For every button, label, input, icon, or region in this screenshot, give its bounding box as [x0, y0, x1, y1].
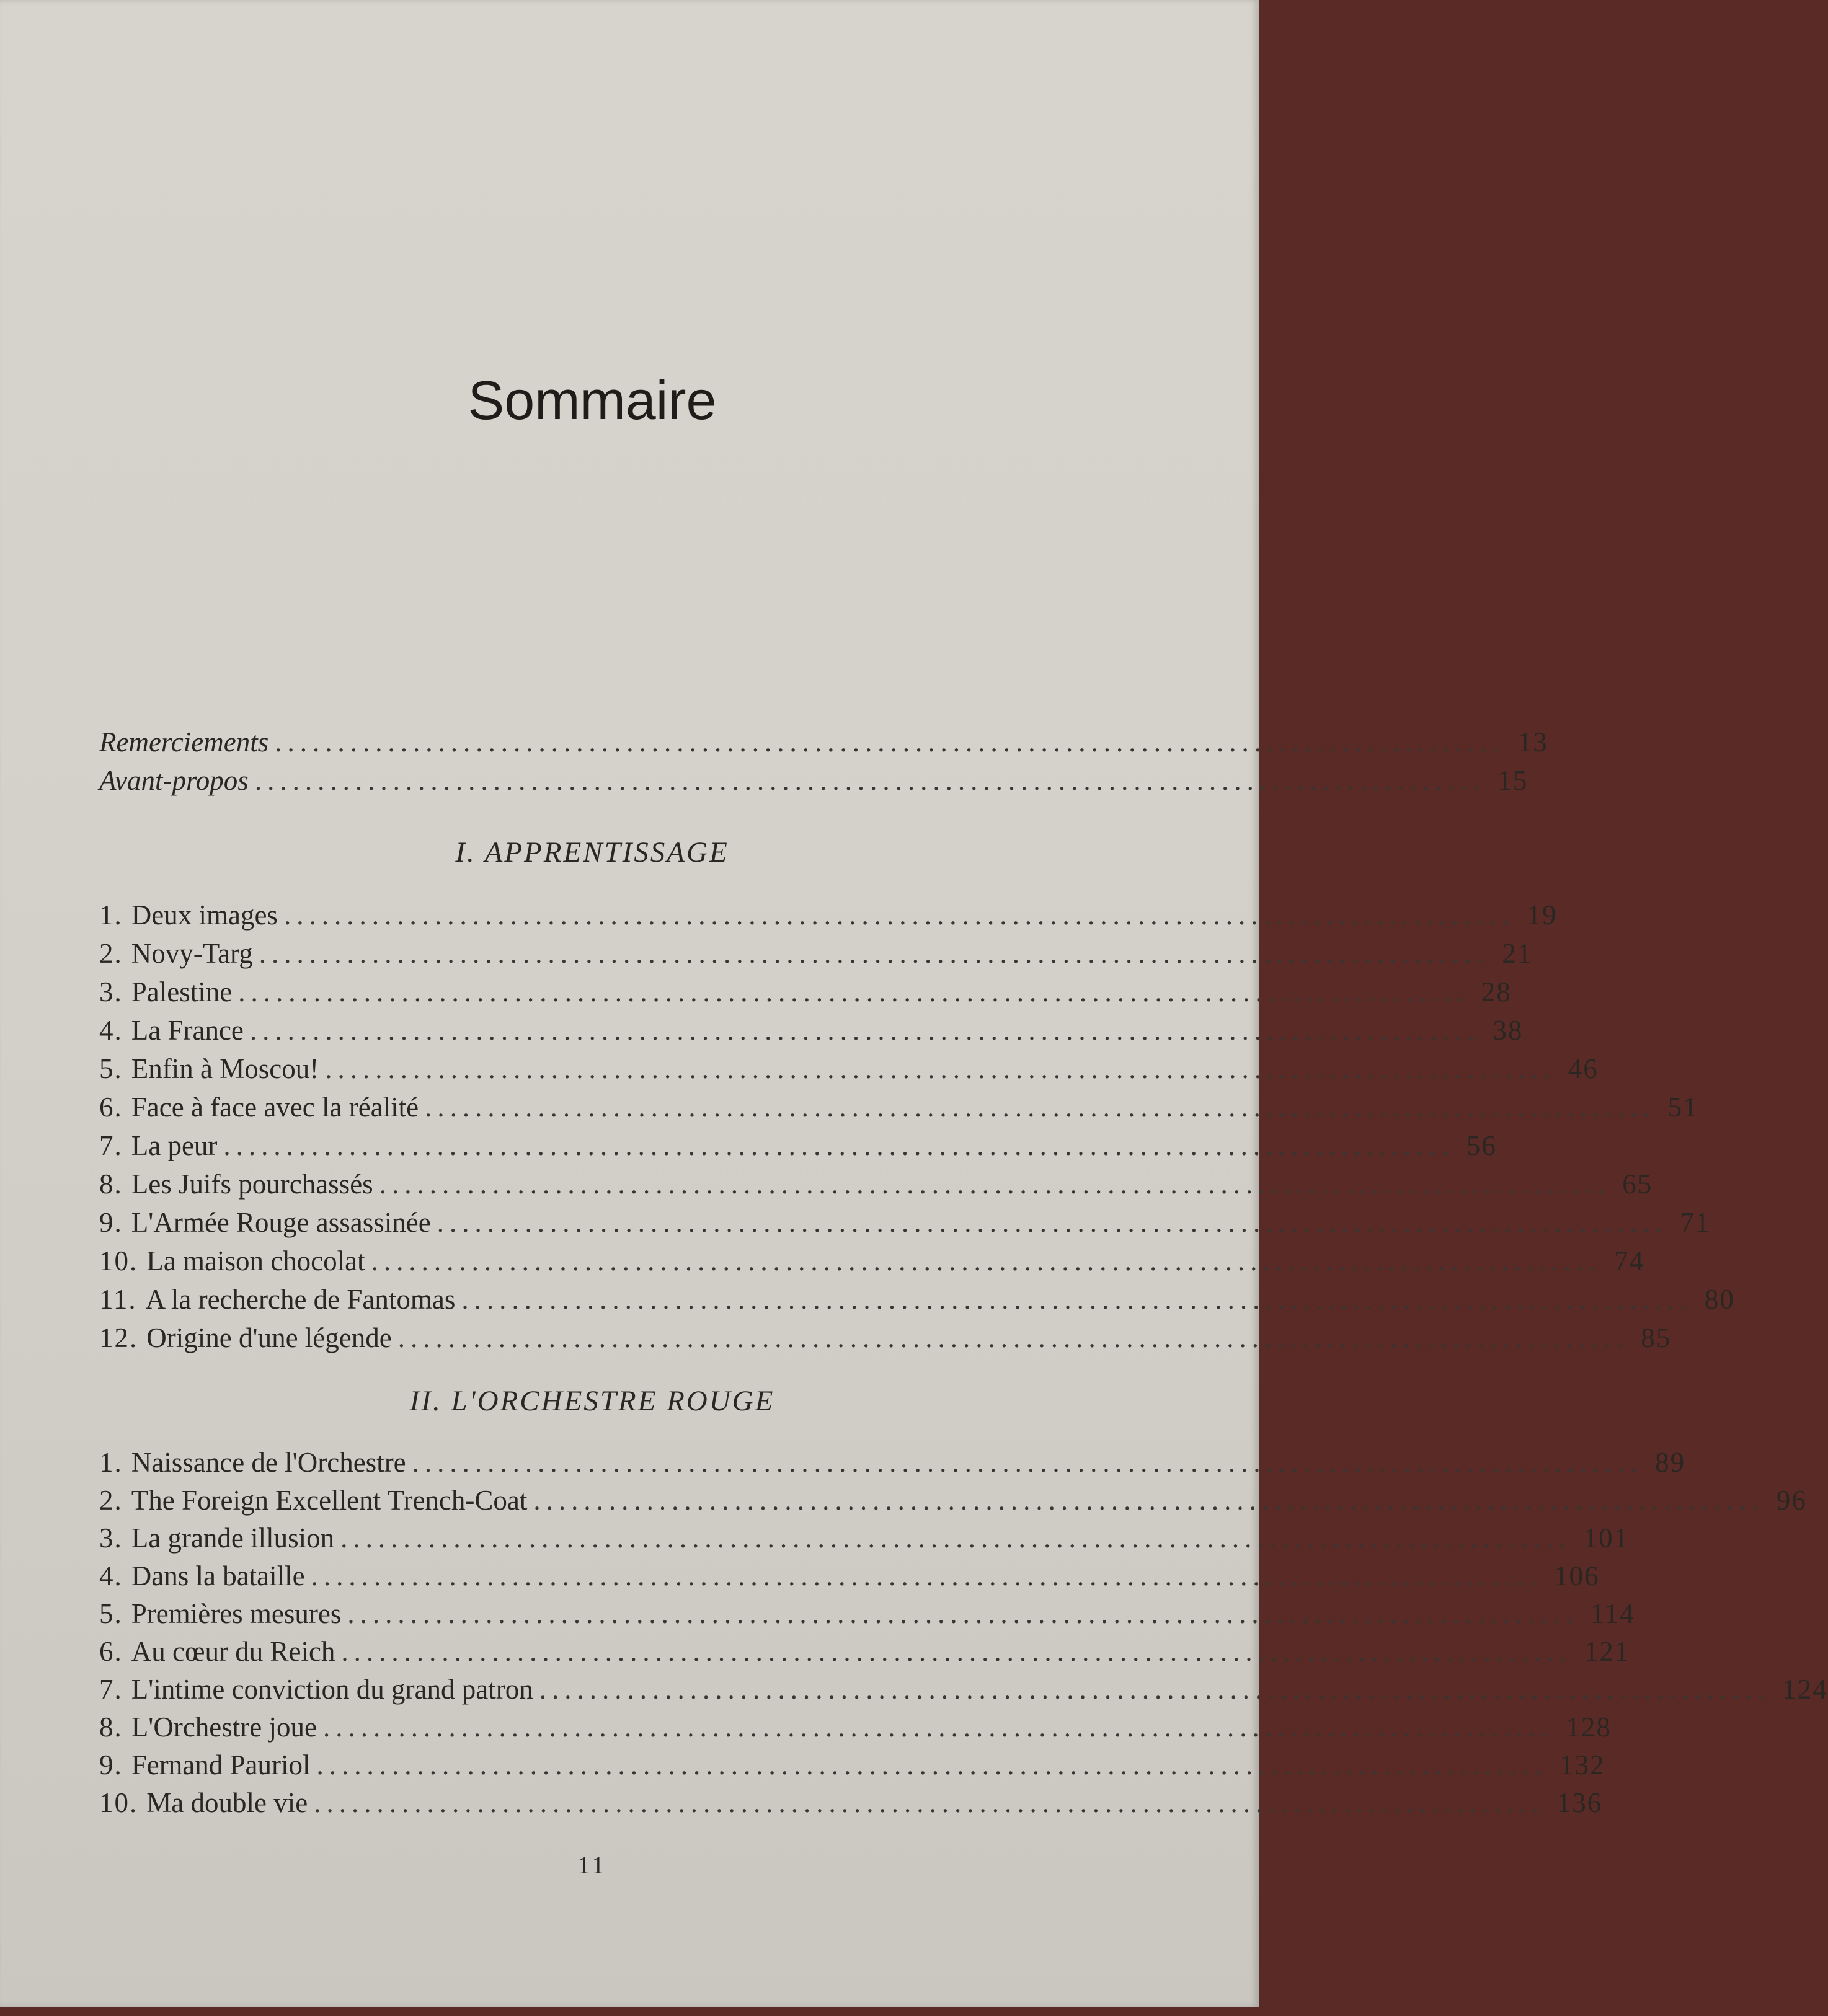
- toc-entry[interactable]: [99, 1165, 1653, 1203]
- toc-page-number: 136: [1556, 1787, 1603, 1818]
- toc-entry[interactable]: [99, 1784, 1603, 1821]
- dot-leader: ..................................................................................................: [412, 1447, 1643, 1478]
- chapter-number: 10.: [99, 1787, 138, 1818]
- toc-entry[interactable]: [99, 1709, 1612, 1746]
- toc-page-number: 46: [1568, 1053, 1599, 1084]
- dot-leader: ..................................................................................................: [325, 1053, 1556, 1084]
- toc-entry[interactable]: [99, 1671, 1828, 1708]
- chapter-number: 10.: [99, 1245, 138, 1276]
- toc-entry[interactable]: [99, 1482, 1807, 1519]
- toc-entry-label: The Foreign Excellent Trench-Coat: [131, 1485, 528, 1516]
- dot-leader: ..................................................................................................: [249, 1015, 1481, 1046]
- toc-entry-label: Fernand Pauriol: [131, 1749, 311, 1780]
- toc-entry-label: La France: [131, 1015, 244, 1046]
- toc-entry[interactable]: [99, 973, 1512, 1010]
- toc-entry-label: Naissance de l'Orchestre: [131, 1447, 406, 1478]
- dot-leader: ..................................................................................................: [316, 1749, 1547, 1780]
- toc-entry-label: La grande illusion: [131, 1523, 335, 1554]
- toc-entry-label: La peur: [131, 1130, 218, 1161]
- chapter-number: 5.: [99, 1053, 123, 1084]
- section-heading-2: II. L'ORCHESTRE ROUGE: [409, 1385, 775, 1417]
- toc-entry-label: L'Armée Rouge assassinée: [131, 1207, 431, 1238]
- toc-page-number: 114: [1590, 1598, 1635, 1629]
- toc-entry[interactable]: [99, 1746, 1605, 1784]
- toc-page-number: 65: [1622, 1169, 1653, 1200]
- section-heading-1: I. APPRENTISSAGE: [455, 836, 729, 869]
- toc-entry-label: L'Orchestre joue: [131, 1712, 317, 1743]
- toc-page-number: 38: [1493, 1015, 1524, 1046]
- toc-page-number: 121: [1584, 1636, 1630, 1667]
- toc-page-number: 15: [1497, 765, 1529, 796]
- toc-entry-label: La maison chocolat: [146, 1245, 365, 1276]
- toc-entry[interactable]: [99, 1012, 1524, 1049]
- toc-page-number: 74: [1614, 1245, 1645, 1276]
- toc-entry-label: A la recherche de Fantomas: [145, 1284, 456, 1315]
- toc-page-number: 101: [1583, 1523, 1630, 1554]
- chapter-number: 7.: [99, 1674, 123, 1705]
- toc-page-number: 19: [1527, 900, 1558, 931]
- toc-entry-label: Les Juifs pourchassés: [131, 1169, 373, 1200]
- toc-entry[interactable]: [99, 1633, 1630, 1670]
- chapter-number: 11.: [99, 1284, 137, 1315]
- toc-page-number: 51: [1667, 1092, 1698, 1123]
- toc-entry-label: Deux images: [131, 900, 278, 931]
- chapter-number: 9.: [99, 1749, 123, 1780]
- chapter-number: 6.: [99, 1092, 123, 1123]
- chapter-number: 3.: [99, 976, 123, 1007]
- chapter-number: 3.: [99, 1523, 123, 1554]
- dot-leader: ..................................................................................................: [223, 1130, 1454, 1161]
- dot-leader: ..................................................................................................: [379, 1169, 1610, 1200]
- toc-page-number: 56: [1466, 1130, 1497, 1161]
- toc-entry[interactable]: [99, 1444, 1686, 1481]
- toc-entry-label: Premières mesures: [131, 1598, 342, 1629]
- toc-entry[interactable]: [99, 1281, 1735, 1318]
- dot-leader: ..................................................................................................: [238, 976, 1469, 1007]
- toc-entry[interactable]: [99, 1204, 1711, 1241]
- chapter-number: 5.: [99, 1598, 123, 1629]
- page-folio: 11: [577, 1851, 607, 1879]
- page-title: Sommaire: [468, 369, 717, 431]
- toc-entry-label: Novy-Targ: [131, 938, 253, 969]
- dot-leader: ..................................................................................................: [340, 1523, 1571, 1554]
- toc-page-number: 128: [1566, 1712, 1612, 1743]
- toc-entry-label: Face à face avec la réalité: [131, 1092, 419, 1123]
- chapter-number: 1.: [99, 900, 123, 931]
- dot-leader: ..................................................................................................: [254, 765, 1486, 796]
- toc-entry-label: Palestine: [131, 976, 233, 1007]
- toc-entry-label: Remerciements: [99, 727, 269, 758]
- toc-page-number: 96: [1776, 1485, 1807, 1516]
- dot-leader: ..................................................................................................: [322, 1712, 1554, 1743]
- dot-leader: ..................................................................................................: [371, 1245, 1602, 1276]
- chapter-number: 2.: [99, 1485, 123, 1516]
- toc-entry[interactable]: [99, 1127, 1497, 1164]
- toc-page-number: 85: [1641, 1322, 1672, 1353]
- dot-leader: ..................................................................................................: [259, 938, 1490, 969]
- toc-page-number: 13: [1517, 727, 1548, 758]
- toc-page-number: 71: [1680, 1207, 1711, 1238]
- chapter-number: 2.: [99, 938, 123, 969]
- chapter-number: 8.: [99, 1169, 123, 1200]
- dot-leader: ..................................................................................................: [533, 1485, 1764, 1516]
- dot-leader: ..................................................................................................: [347, 1598, 1578, 1629]
- chapter-number: 7.: [99, 1130, 123, 1161]
- dot-leader: ..................................................................................................: [437, 1207, 1668, 1238]
- toc-entry[interactable]: [99, 1242, 1645, 1280]
- chapter-number: 4.: [99, 1560, 123, 1591]
- toc-entry[interactable]: [99, 896, 1558, 934]
- dot-leader: ..................................................................................................: [275, 727, 1506, 758]
- toc-entry-remerciements[interactable]: [99, 723, 1548, 761]
- toc-entry[interactable]: [99, 1557, 1600, 1594]
- toc-entry[interactable]: [99, 1319, 1672, 1356]
- toc-entry[interactable]: [99, 1519, 1630, 1557]
- toc-entry[interactable]: [99, 1050, 1599, 1087]
- chapter-number: 12.: [99, 1322, 138, 1353]
- toc-page-number: 89: [1655, 1447, 1686, 1478]
- toc-entry-label: Au cœur du Reich: [131, 1636, 335, 1667]
- toc-entry[interactable]: [99, 1595, 1635, 1632]
- chapter-number: 4.: [99, 1015, 123, 1046]
- dot-leader: ..................................................................................................: [539, 1674, 1770, 1705]
- chapter-number: 9.: [99, 1207, 123, 1238]
- dot-leader: ..................................................................................................: [283, 900, 1515, 931]
- toc-entry-label: Ma double vie: [146, 1787, 308, 1818]
- dot-leader: ..................................................................................................: [341, 1636, 1572, 1667]
- toc-page-number: 132: [1559, 1749, 1605, 1780]
- toc-page-number: 124: [1782, 1674, 1828, 1705]
- dot-leader: ..................................................................................................: [461, 1284, 1692, 1315]
- toc-entry-label: Avant-propos: [99, 765, 249, 796]
- dot-leader: ..................................................................................................: [311, 1560, 1542, 1591]
- toc-entry[interactable]: [99, 935, 1533, 972]
- toc-entry-avant-propos[interactable]: [99, 762, 1529, 799]
- chapter-number: 8.: [99, 1712, 123, 1743]
- chapter-number: 1.: [99, 1447, 123, 1478]
- toc-entry-label: Origine d'une légende: [146, 1322, 392, 1353]
- toc-page-number: 28: [1481, 976, 1512, 1007]
- dot-leader: ..................................................................................................: [397, 1322, 1629, 1353]
- toc-page-number: 21: [1502, 938, 1533, 969]
- toc-entry-label: Enfin à Moscou!: [131, 1053, 319, 1084]
- dot-leader: ..................................................................................................: [425, 1092, 1656, 1123]
- toc-entry[interactable]: [99, 1089, 1698, 1126]
- toc-entry-label: L'intime conviction du grand patron: [131, 1674, 533, 1705]
- dot-leader: ..................................................................................................: [314, 1787, 1545, 1818]
- toc-entry-label: Dans la bataille: [131, 1560, 305, 1591]
- chapter-number: 6.: [99, 1636, 123, 1667]
- toc-page-number: 80: [1704, 1284, 1735, 1315]
- toc-page-number: 106: [1554, 1560, 1600, 1591]
